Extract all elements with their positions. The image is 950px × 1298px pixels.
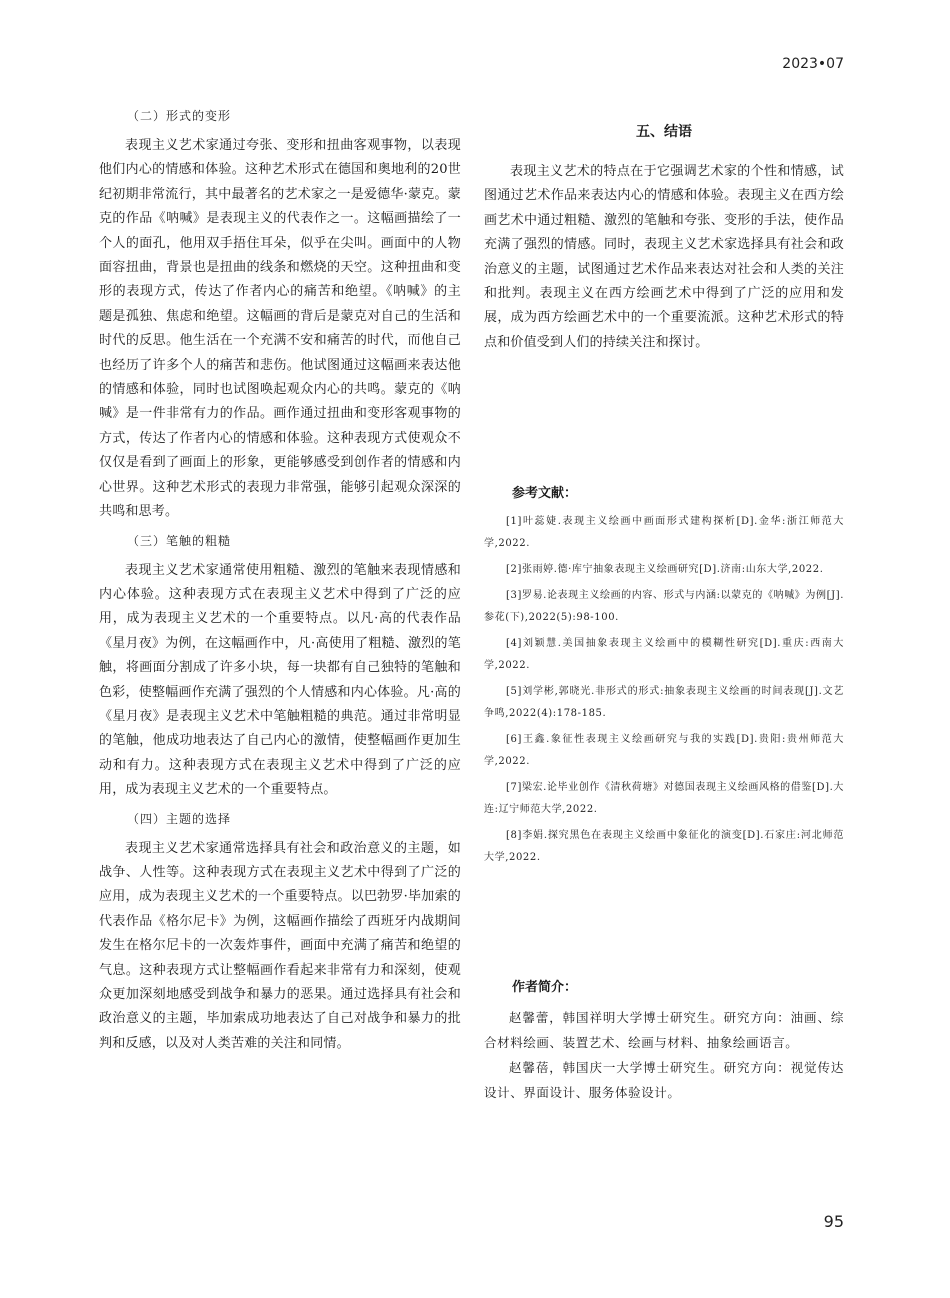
spacer — [484, 359, 844, 483]
paragraph-form-deformation: 表现主义艺术家通过夸张、变形和扭曲客观事物，以表现他们内心的情感和体验。这种艺术形式在德国和奥地利的20世纪初期非常流行，其中最著名的艺术家之一是爱德华·蒙克。蒙克的作品《呐喊》是表现主义的代表作之一。这幅画描绘了一个人的面孔，他用双手捂住耳朵，似乎在尖叫。画面中的人物面容扭曲，背景也是扭曲的线条和燃烧的天空。这种扭曲和变形的表现方式，传达了作者内心的痛苦和绝望。《呐喊》的主题是孤独、焦虑和绝望。这幅画的背后是蒙克对自己的生活和时代的反思。他生活在一个充满不安和痛苦的时代，而他自己也经历了许多个人的痛苦和悲伤。他试图通过这幅画来表达他的情感和体验，同时也试图唤起观众内心的共鸣。蒙克的《呐喊》是一件非常有力的作品。画作通过扭曲和变形客观事物的方式，传达了作者内心的情感和体验。这种表现方式使观众不仅仅是看到了画面上的形象，更能够感受到创作者的情感和内心世界。这种艺术形式的表现力非常强，能够引起观众深深的共鸣和思考。 — [99, 138, 461, 520]
reference-item: [5]刘学彬,郭晓光.非形式的形式:抽象表现主义绘画的时间表现[J].文艺争鸣,2022(4):178-185. — [484, 686, 844, 720]
reference-item: [4]刘颖慧.美国抽象表现主义绘画中的模糊性研究[D].重庆:西南大学,2022. — [484, 638, 844, 672]
spacer — [484, 873, 844, 977]
reference-item: [1]叶蕊婕.表现主义绘画中画面形式建构探析[D].金华:浙江师范大学,2022. — [484, 516, 844, 550]
page-number: 95 — [823, 1212, 844, 1231]
references-heading: 参考文献： — [512, 486, 578, 502]
conclusion-heading: 五、结语 — [636, 124, 692, 140]
reference-item: [3]罗易.论表现主义绘画的内容、形式与内涵:以蒙克的《呐喊》为例[J].参花(下),2022(5):98-100. — [484, 590, 844, 624]
subsection-title-brushstroke: （三）笔触的粗糙 — [127, 533, 232, 548]
references-list — [484, 511, 844, 869]
subsection-title-theme-choice: （四）主题的选择 — [127, 811, 232, 826]
author-bio-heading: 作者简介： — [512, 980, 578, 996]
conclusion-paragraph: 表现主义艺术的特点在于它强调艺术家的个性和情感，试图通过艺术作品来表达内心的情感和体验。表现主义在西方绘画艺术中通过粗糙、激烈的笔触和夸张、变形的手法，使作品充满了强烈的情感。同时，表现主义艺术家选择具有社会和政治意义的主题，试图通过艺术作品来表达对社会和人类的关注和批判。表现主义在西方绘画艺术中得到了广泛的应用和发展，成为西方绘画艺术中的一个重要流派。这种艺术形式的特点和价值受到人们的持续关注和探讨。 — [484, 164, 844, 350]
paragraph-brushstroke: 表现主义艺术家通常使用粗糙、激烈的笔触来表现情感和内心体验。这种表现方式在表现主义艺术中得到了广泛的应用，成为表现主义艺术的一个重要特点。以凡·高的代表作品《星月夜》为例，在这幅画作中，凡·高使用了粗糙、激烈的笔触，将画面分割成了许多小块，每一块都有自己独特的笔触和色彩，使整幅画作充满了强烈的个人情感和内心体验。凡·高的《星月夜》是表现主义艺术中笔触粗糙的典范。通过非常明显的笔触，他成功地表达了自己内心的激情，使整幅画作更加生动和有力。这种表现方式在表现主义艺术中得到了广泛的应用，成为表现主义艺术的一个重要特点。 — [99, 562, 461, 798]
reference-item: [8]李娟.探究黑色在表现主义绘画中象征化的演变[D].石家庄:河北师范大学,2022. — [484, 830, 844, 864]
left-column — [99, 104, 461, 1060]
author-bio-1: 赵馨蕾，韩国祥明大学博士研究生。研究方向：油画、综合材料绘画、装置艺术、绘画与材料、抽象绘画语言。 — [484, 1010, 844, 1051]
subsection-title-form-deformation: （二）形式的变形 — [127, 109, 232, 123]
reference-item: [6]王鑫.象征性表现主义绘画研究与我的实践[D].贵阳:贵州师范大学,2022. — [484, 734, 844, 768]
author-bio-2: 赵馨蓓，韩国庆一大学博士研究生。研究方向：视觉传达设计、界面设计、服务体验设计。 — [484, 1060, 844, 1101]
right-column — [484, 120, 844, 1105]
issue-number: 2023•07 — [782, 56, 844, 72]
reference-item: [7]梁宏.论毕业创作《清秋荷塘》对德国表现主义绘画风格的借鉴[D].大连:辽宁师范大学,2022. — [484, 782, 844, 816]
paragraph-theme-choice: 表现主义艺术家通常选择具有社会和政治意义的主题，如战争、人性等。这种表现方式在表现主义艺术中得到了广泛的应用，成为表现主义艺术的一个重要特点。以巴勃罗·毕加索的代表作品《格尔尼卡》为例，这幅画作描绘了西班牙内战期间发生在格尔尼卡的一次轰炸事件，画面中充满了痛苦和绝望的气息。这种表现方式让整幅画作看起来非常有力和深刻，使观众更加深刻地感受到战争和暴力的恶果。通过选择具有社会和政治意义的主题，毕加索成功地表达了自己对战争和暴力的批判和反感，以及对人类苦难的关注和同情。 — [99, 840, 461, 1051]
reference-item: [2]张雨婷.德·库宁抽象表现主义绘画研究[D].济南:山东大学,2022. — [506, 564, 824, 576]
